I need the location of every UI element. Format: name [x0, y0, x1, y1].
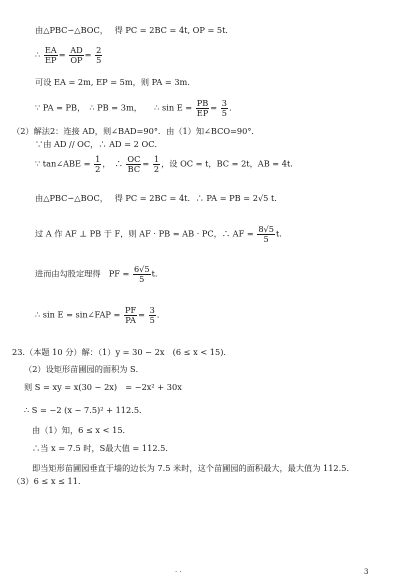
line-conclusion: 即当矩形苗圃园垂直于墙的边长为 7.5 米时，这个苗圃园的面积最大，最大值为 112.5．: [32, 463, 355, 473]
line-af: 过 A 作 AF ⊥ PB 于 F，则 AF · PB = AB · PC，∴ AF = $\frac{8√5}{5}$ t．: [35, 224, 288, 244]
line-similar-triangles: 由△PBC∽△BOC， 得 PC = 2BC = 4t, OP = 5t．: [35, 25, 234, 35]
line-s-vertex-form: ∴ S = −2 (x − 7.5)² + 112.5．: [24, 405, 148, 415]
fraction-oc-bc: $\frac{OC}{BC}$: [127, 154, 141, 174]
line-problem-23: 23.（本题 10 分）解：（1）y = 30 − 2x (6 ≤ x < 15)．: [12, 347, 232, 357]
line-tan-abe: ∵ tan∠ABE = $\frac{1}{2}$ ， ∴ $\frac{OC}{BC}$ = $\frac{1}{2}$ ，设 OC = t，BC = 2t，AB = 4t．: [35, 154, 299, 174]
line-sin-e: ∵ PA = PB， ∴ PB = 3m， ∴ sin E = $\frac{PB}{EP}$ = $\frac{3}{5}$ ．: [35, 98, 238, 118]
line-method-2: （2）解法2：连接 AD，则∠BAD=90°．由（1）知∠BCO=90°．: [12, 126, 260, 136]
fraction-pb-ep: $\frac{PB}{EP}$: [196, 98, 209, 118]
line-s-max: ∴当 x = 7.5 时，S最大值 = 112.5．: [32, 443, 174, 453]
fraction-pf-pa: $\frac{PF}{PA}$: [124, 305, 137, 325]
line-domain: 由（1）知，6 ≤ x < 15．: [32, 425, 131, 435]
line-s-expression: 则 S = xy = x(30 − 2x) = −2x² + 30x: [24, 382, 182, 392]
line-ratio-ea-ep: ∴ $\frac{EA}{EP}$ = $\frac{AD}{OP}$ = $\frac{2}{5}$: [35, 45, 102, 65]
fraction-ea-ep: $\frac{EA}{EP}$: [44, 45, 57, 65]
line-pf: 进而由勾股定理得 PF = $\frac{6√5}{5}$ t．: [35, 264, 164, 284]
line-set-m: 可设 EA = 2m, EP = 5m，则 PA = 3m．: [35, 77, 196, 87]
line-ad-parallel-oc: ∵由 AD // OC，∴ AD = 2 OC．: [35, 139, 163, 149]
fraction-2-5: $\frac{2}{5}$: [96, 45, 102, 65]
fraction-8root5-5: $\frac{8√5}{5}$: [258, 224, 274, 244]
line-pa-pb: 由△PBC∽△BOC， 得 PC = 2BC = 4t．∴ PA = PB = 2√5 t．: [35, 193, 283, 203]
fraction-ad-op: $\frac{AD}{OP}$: [70, 45, 83, 65]
fraction-3-5-b: $\frac{3}{5}$: [149, 305, 155, 325]
line-set-s: （2）设矩形苗圃园的面积为 S．: [24, 364, 144, 374]
fraction-1-2-a: $\frac{1}{2}$: [95, 154, 101, 174]
page-number: 3: [364, 568, 369, 576]
fraction-6root5-5: $\frac{6√5}{5}$: [133, 264, 150, 284]
line-part-3: （3）6 ≤ x ≤ 11．: [12, 476, 87, 486]
line-sin-fap: ∴ sin E = sin∠FAP = $\frac{PF}{PA}$ = $\frac{3}{5}$ ．: [35, 305, 166, 325]
footer-dots: · ·: [175, 568, 182, 576]
fraction-3-5: $\frac{3}{5}$: [221, 98, 227, 118]
fraction-1-2-b: $\frac{1}{2}$: [153, 154, 160, 174]
